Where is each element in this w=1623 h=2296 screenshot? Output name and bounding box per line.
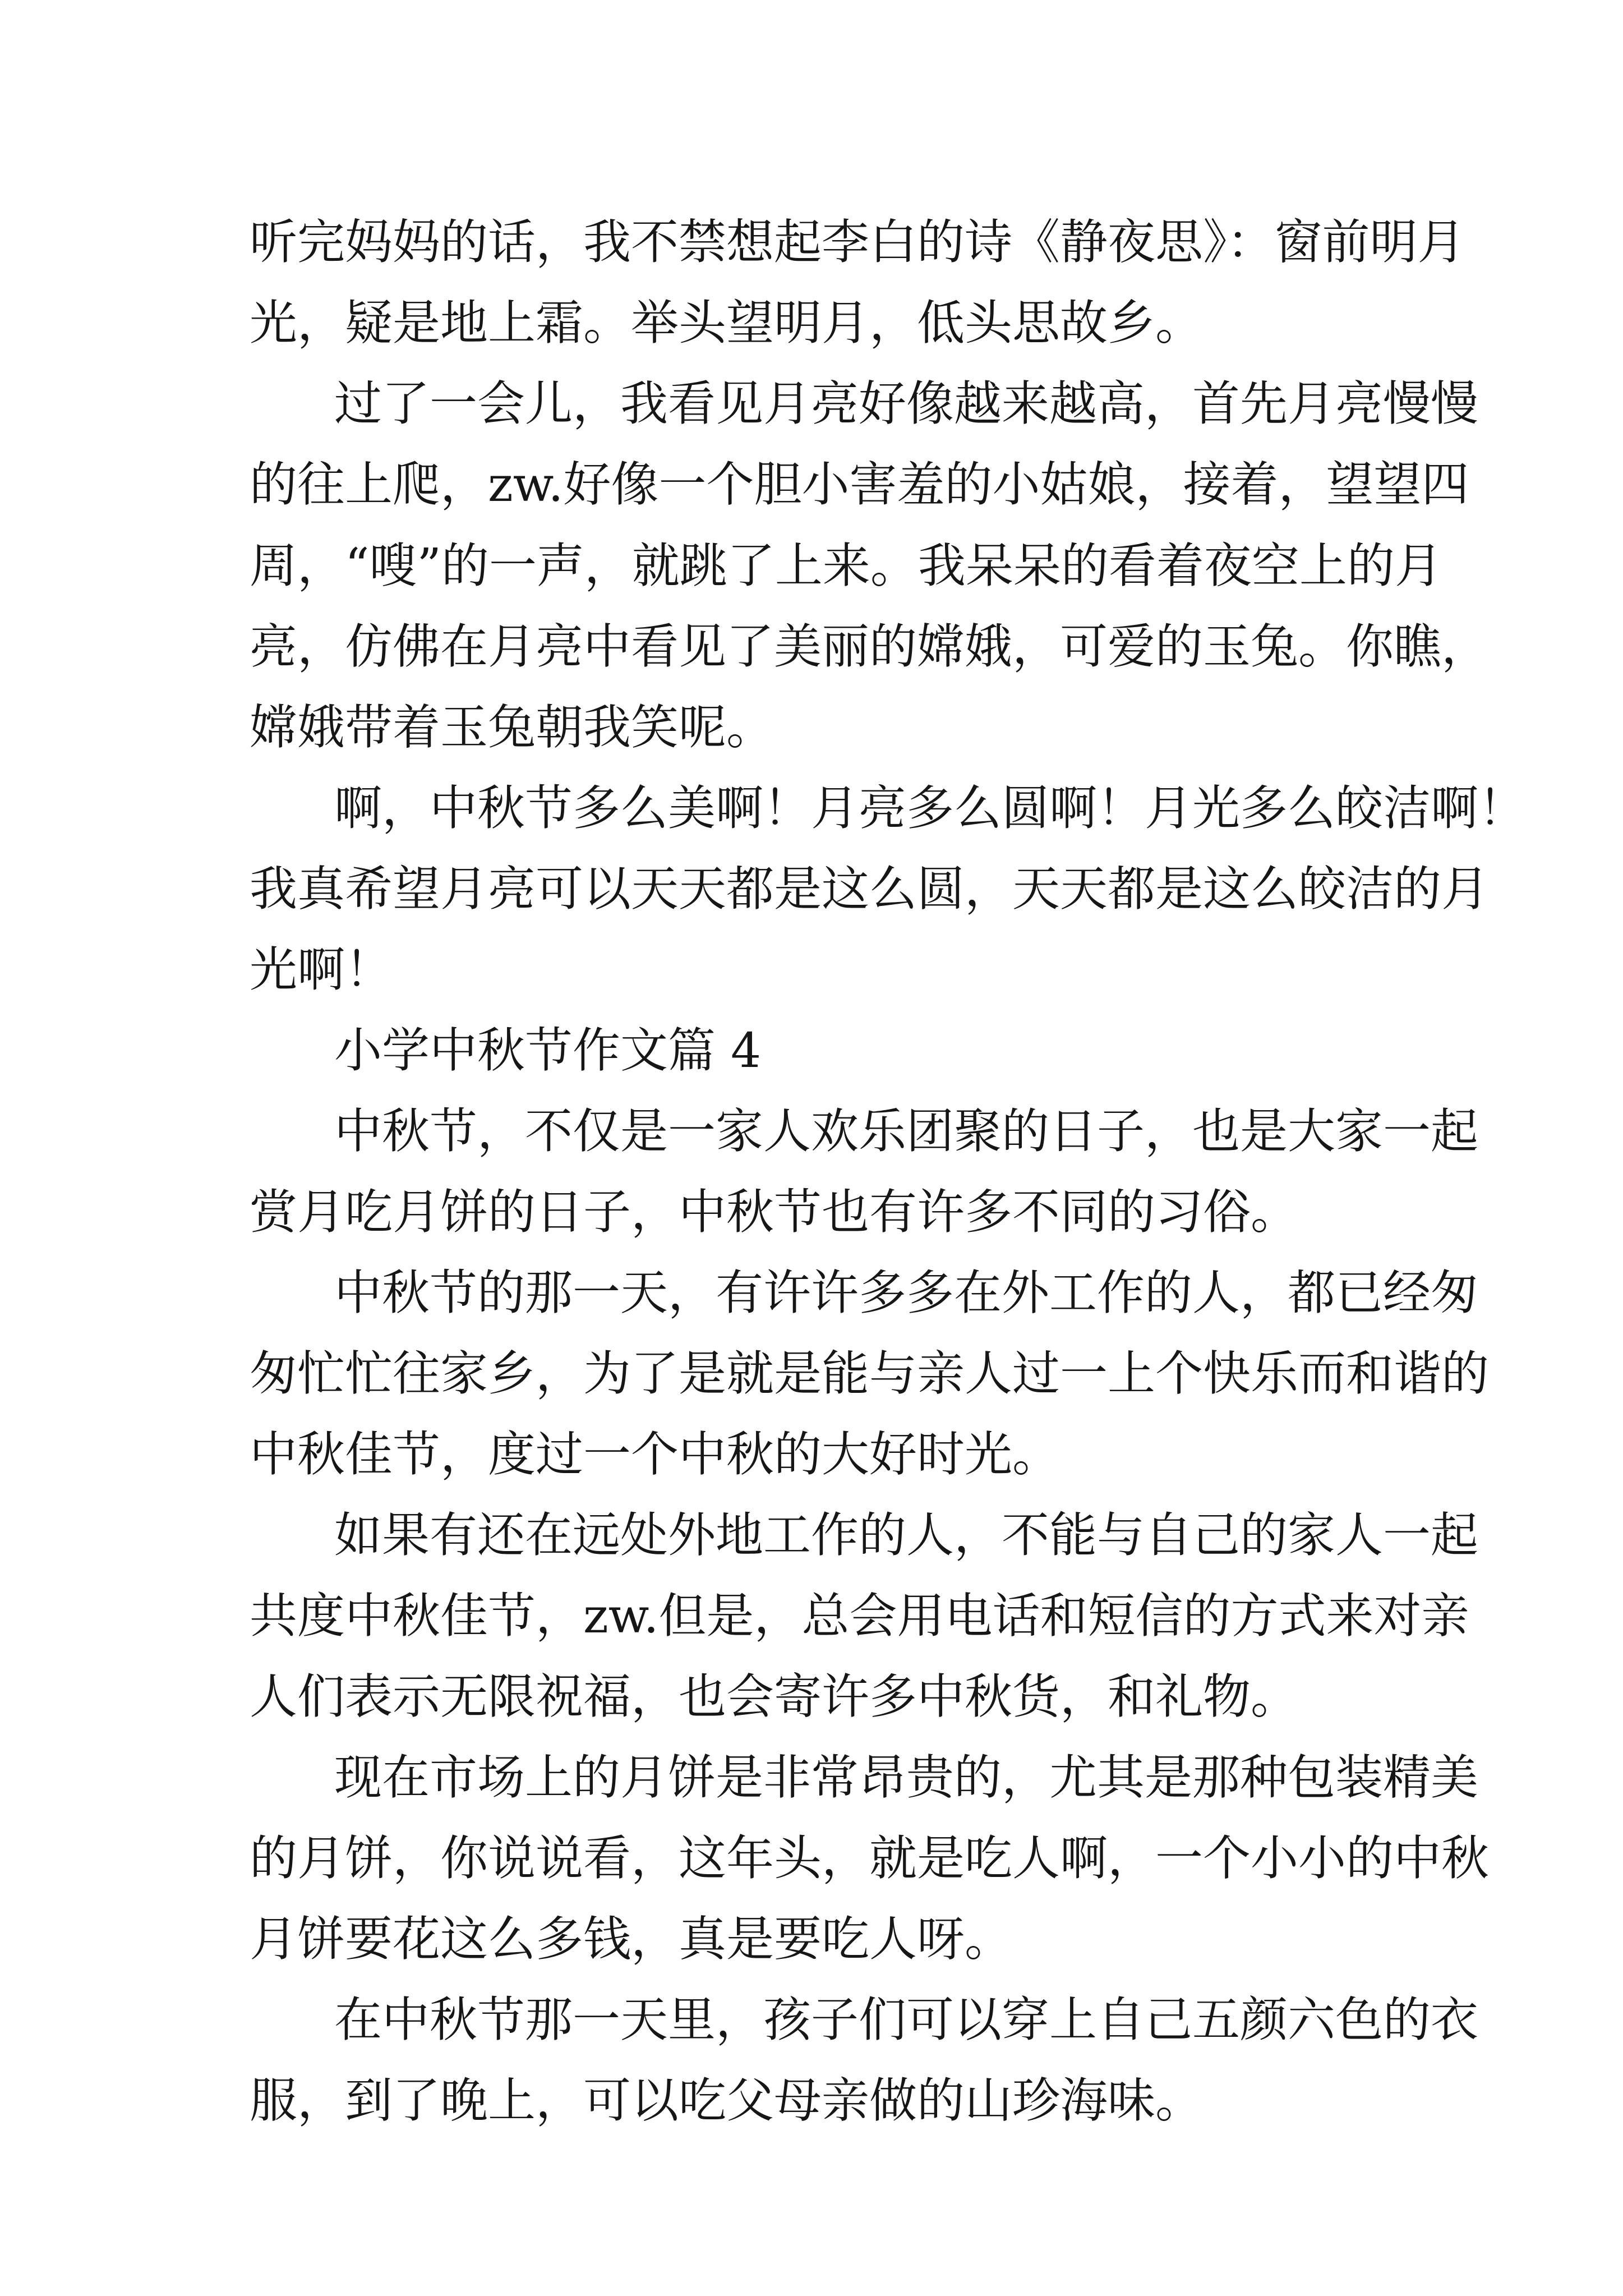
- text-line: 人们表示无限祝福，也会寄许多中秋货，和礼物。: [250, 1669, 1299, 1725]
- text-line: 过了一会儿，我看见月亮好像越来越高，首先月亮慢慢: [334, 376, 1479, 432]
- text-line: 的月饼，你说说看，这年头，就是吃人啊，一个小小的中秋: [250, 1831, 1490, 1887]
- text-line: 听完妈妈的话，我不禁想起李白的诗《静夜思》：窗前明月: [250, 215, 1465, 270]
- text-line: 现在市场上的月饼是非常昂贵的，尤其是那种包装精美: [334, 1750, 1479, 1806]
- text-line: 光啊！: [250, 942, 393, 998]
- text-line: 周，“嗖”的一声，就跳了上来。我呆呆的看着夜空上的月: [250, 539, 1442, 594]
- text-line: 中秋节的那一天，有许许多多在外工作的人，都已经匆: [334, 1266, 1479, 1321]
- text-line: 中秋节，不仅是一家人欢乐团聚的日子，也是大家一起: [334, 1104, 1479, 1159]
- text-line: 赏月吃月饼的日子，中秋节也有许多不同的习俗。: [250, 1185, 1299, 1240]
- text-line: 的往上爬，zw.好像一个胆小害羞的小姑娘，接着，望望四: [250, 457, 1469, 513]
- text-line: 共度中秋佳节，zw.但是，总会用电话和短信的方式来对亲: [250, 1589, 1469, 1644]
- text-line: 如果有还在远处外地工作的人，不能与自己的家人一起: [334, 1508, 1479, 1563]
- text-line: 月饼要花这么多钱，真是要吃人呀。: [250, 1912, 1013, 1967]
- text-line: 匆忙忙往家乡，为了是就是能与亲人过一上个快乐而和谐的: [250, 1346, 1490, 1402]
- text-line: 啊，中秋节多么美啊！月亮多么圆啊！月光多么皎洁啊！: [334, 781, 1527, 836]
- text-line: 中秋佳节，度过一个中秋的大好时光。: [250, 1427, 1061, 1483]
- text-line: 服，到了晚上，可以吃父母亲做的山珍海味。: [250, 2073, 1204, 2129]
- text-line: 在中秋节那一天里，孩子们可以穿上自己五颜六色的衣: [334, 1993, 1479, 2048]
- text-line: 亮，仿佛在月亮中看见了美丽的嫦娥，可爱的玉兔。你瞧，: [250, 619, 1490, 675]
- text-line: 光，疑是地上霜。举头望明月，低头思故乡。: [250, 296, 1204, 351]
- text-line: 嫦娥带着玉兔朝我笑呢。: [250, 700, 774, 756]
- text-line: 我真希望月亮可以天天都是这么圆，天天都是这么皎洁的月: [250, 862, 1490, 917]
- section-heading: 小学中秋节作文篇 4: [334, 1023, 762, 1079]
